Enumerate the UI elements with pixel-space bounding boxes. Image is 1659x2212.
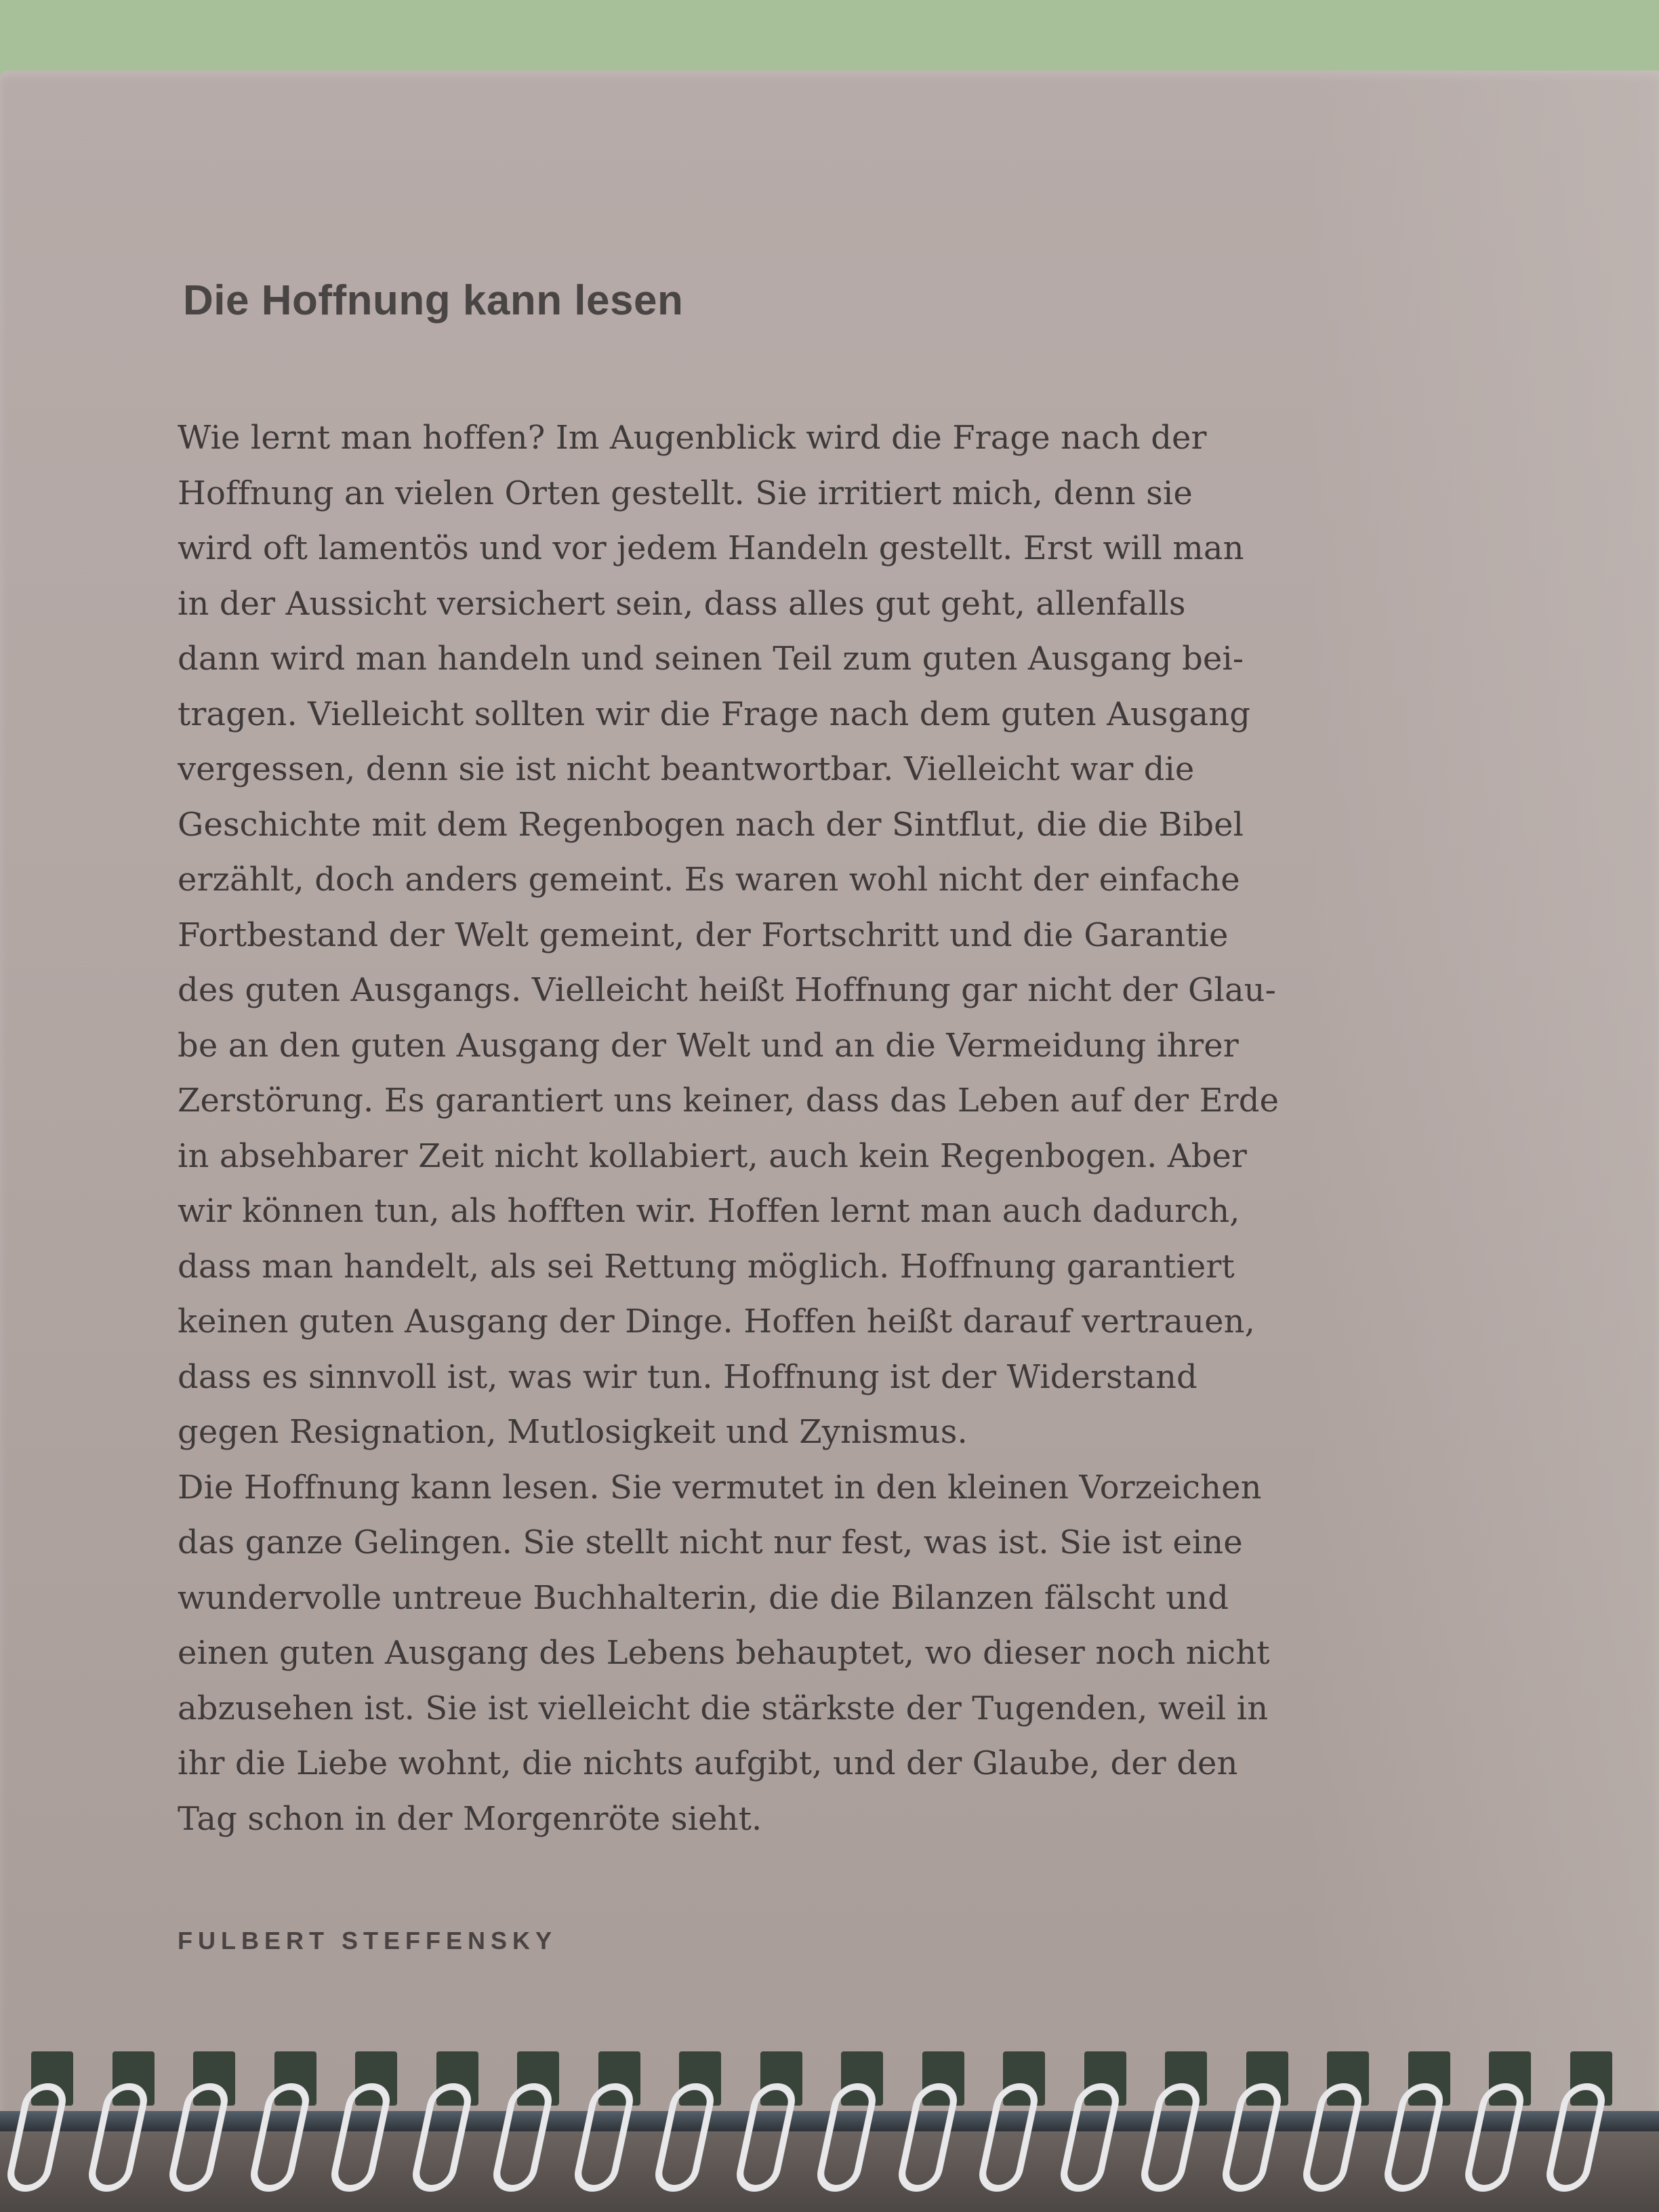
text-line: Hoffnung an vielen Orten gestellt. Sie irritiert mich, denn sie (178, 474, 1193, 512)
text-line: in der Aussicht versichert sein, dass alles gut geht, allenfalls (178, 584, 1186, 623)
text-line: das ganze Gelingen. Sie stellt nicht nur fest, was ist. Sie ist eine (178, 1523, 1243, 1562)
text-line: Geschichte mit dem Regenbogen nach der Sintflut, die die Bibel (178, 805, 1244, 844)
text-line: gegen Resignation, Mutlosigkeit und Zynismus. (178, 1413, 968, 1452)
text-line: Fortbestand der Welt gemeint, der Fortschritt und die Garantie (178, 916, 1229, 954)
text-line: erzählt, doch anders gemeint. Es waren wohl nicht der einfache (178, 861, 1240, 899)
text-line: dass es sinnvoll ist, was wir tun. Hoffnung ist der Widerstand (178, 1357, 1197, 1396)
text-line: be an den guten Ausgang der Welt und an die Vermeidung ihrer (178, 1026, 1239, 1065)
text-block (178, 277, 1279, 1955)
text-line: einen guten Ausgang des Lebens behauptet, wo dieser noch nicht (178, 1634, 1270, 1673)
text-line: wundervolle untreue Buchhalterin, die die Bilanzen fälscht und (178, 1578, 1229, 1617)
text-line: Die Hoffnung kann lesen. Sie vermutet in den kleinen Vorzeichen (178, 1468, 1262, 1507)
text-line: keinen guten Ausgang der Dinge. Hoffen heißt darauf vertrauen, (178, 1303, 1256, 1341)
text-line: wir können tun, als hofften wir. Hoffen lernt man auch dadurch, (178, 1192, 1240, 1231)
text-line: in absehbarer Zeit nicht kollabiert, auch kein Regenbogen. Aber (178, 1136, 1247, 1175)
text-line: dass man handelt, als sei Rettung möglich. Hoffnung garantiert (178, 1247, 1235, 1286)
text-line: abzusehen ist. Sie ist vielleicht die stärkste der Tugenden, weil in (178, 1689, 1269, 1727)
text-line: wird oft lamentös und vor jedem Handeln gestellt. Erst will man (178, 529, 1244, 568)
spiral-binding (0, 2033, 1659, 2212)
text-line: Tag schon in der Morgenröte sieht. (178, 1799, 762, 1838)
text-line: tragen. Vielleicht sollten wir die Frage nach dem guten Ausgang (178, 695, 1251, 733)
author-name: FULBERT STEFFENSKY (178, 1927, 558, 1955)
text-line: dann wird man handeln und seinen Teil zum guten Ausgang bei- (178, 640, 1244, 678)
page-title: Die Hoffnung kann lesen (183, 277, 684, 324)
page-lighting (1307, 70, 1659, 2212)
text-line: des guten Ausgangs. Vielleicht heißt Hoffnung gar nicht der Glau- (178, 971, 1276, 1010)
body-text (178, 411, 1279, 1847)
text-line: Wie lernt man hoffen? Im Augenblick wird die Frage nach der (178, 419, 1207, 457)
text-line: Zerstörung. Es garantiert uns keiner, dass das Leben auf der Erde (178, 1082, 1279, 1120)
text-line: ihr die Liebe wohnt, die nichts aufgibt, und der Glaube, der den (178, 1744, 1238, 1783)
text-line: vergessen, denn sie ist nicht beantwortbar. Vielleicht war die (178, 750, 1195, 789)
